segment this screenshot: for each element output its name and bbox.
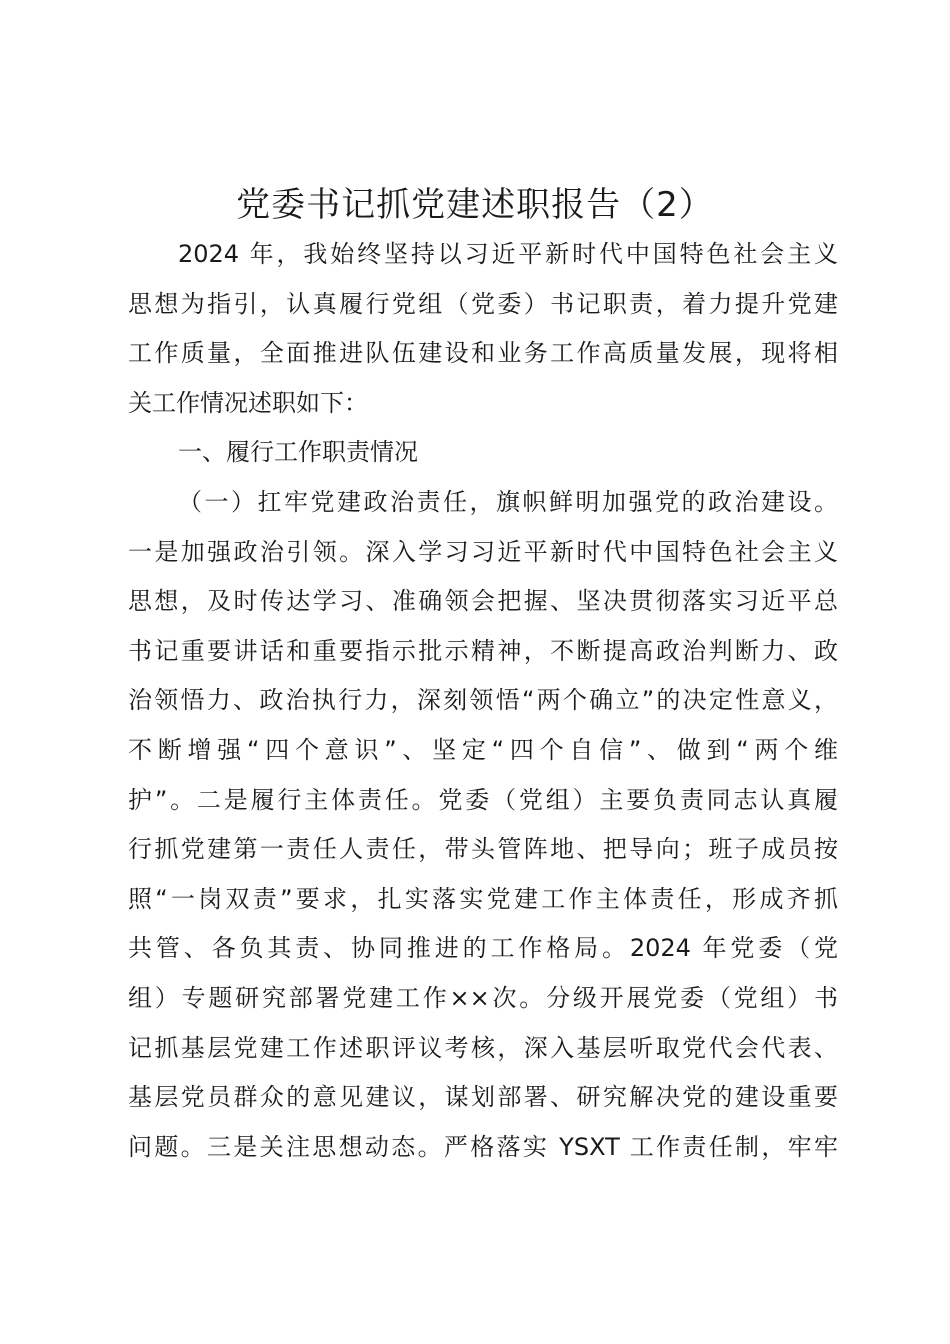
paragraph-line: 一是加强政治引领。深入学习习近平新时代中国特色社会主义	[128, 537, 838, 566]
paragraph-line: 思想为指引，认真履行党组（党委）书记职责，着力提升党建	[128, 289, 838, 318]
paragraph-line: 书记重要讲话和重要指示批示精神，不断提高政治判断力、政	[128, 636, 838, 665]
paragraph-line: 治领悟力、政治执行力，深刻领悟“两个确立”的决定性意义，	[128, 686, 838, 715]
paragraph-line: 记抓基层党建工作述职评议考核，深入基层听取党代会代表、	[128, 1033, 838, 1062]
subsection-heading: （一）扛牢党建政治责任，旗帜鲜明加强党的政治建设。	[178, 487, 838, 516]
paragraph-line: 护”。二是履行主体责任。党委（党组）主要负责同志认真履	[128, 785, 838, 814]
paragraph-line: 工作质量，全面推进队伍建设和业务工作高质量发展，现将相	[128, 339, 838, 368]
paragraph-line: 组）专题研究部署党建工作××次。分级开展党委（党组）书	[128, 983, 838, 1012]
paragraph-line: 问题。三是关注思想动态。严格落实 YSXT 工作责任制，牢牢	[128, 1132, 838, 1161]
document-title: 党委书记抓党建述职报告（2）	[236, 185, 714, 225]
section-heading: 一、履行工作职责情况	[178, 438, 418, 467]
paragraph-line: 不断增强“四个意识”、坚定“四个自信”、做到“两个维	[128, 735, 838, 764]
paragraph-line: 2024 年，我始终坚持以习近平新时代中国特色社会主义	[178, 240, 838, 268]
document-body	[128, 230, 838, 1172]
paragraph-line: 基层党员群众的意见建议，谋划部署、研究解决党的建设重要	[128, 1083, 838, 1112]
paragraph-line: 行抓党建第一责任人责任，带头管阵地、把导向；班子成员按	[128, 835, 838, 864]
paragraph-line: 照“一岗双责”要求，扎实落实党建工作主体责任，形成齐抓	[128, 884, 838, 913]
paragraph-line: 关工作情况述职如下：	[128, 388, 368, 417]
paragraph-line: 思想，及时传达学习、准确领会把握、坚决贯彻落实习近平总	[128, 587, 838, 616]
paragraph-line: 共管、各负其责、协同推进的工作格局。2024 年党委（党	[128, 934, 838, 963]
